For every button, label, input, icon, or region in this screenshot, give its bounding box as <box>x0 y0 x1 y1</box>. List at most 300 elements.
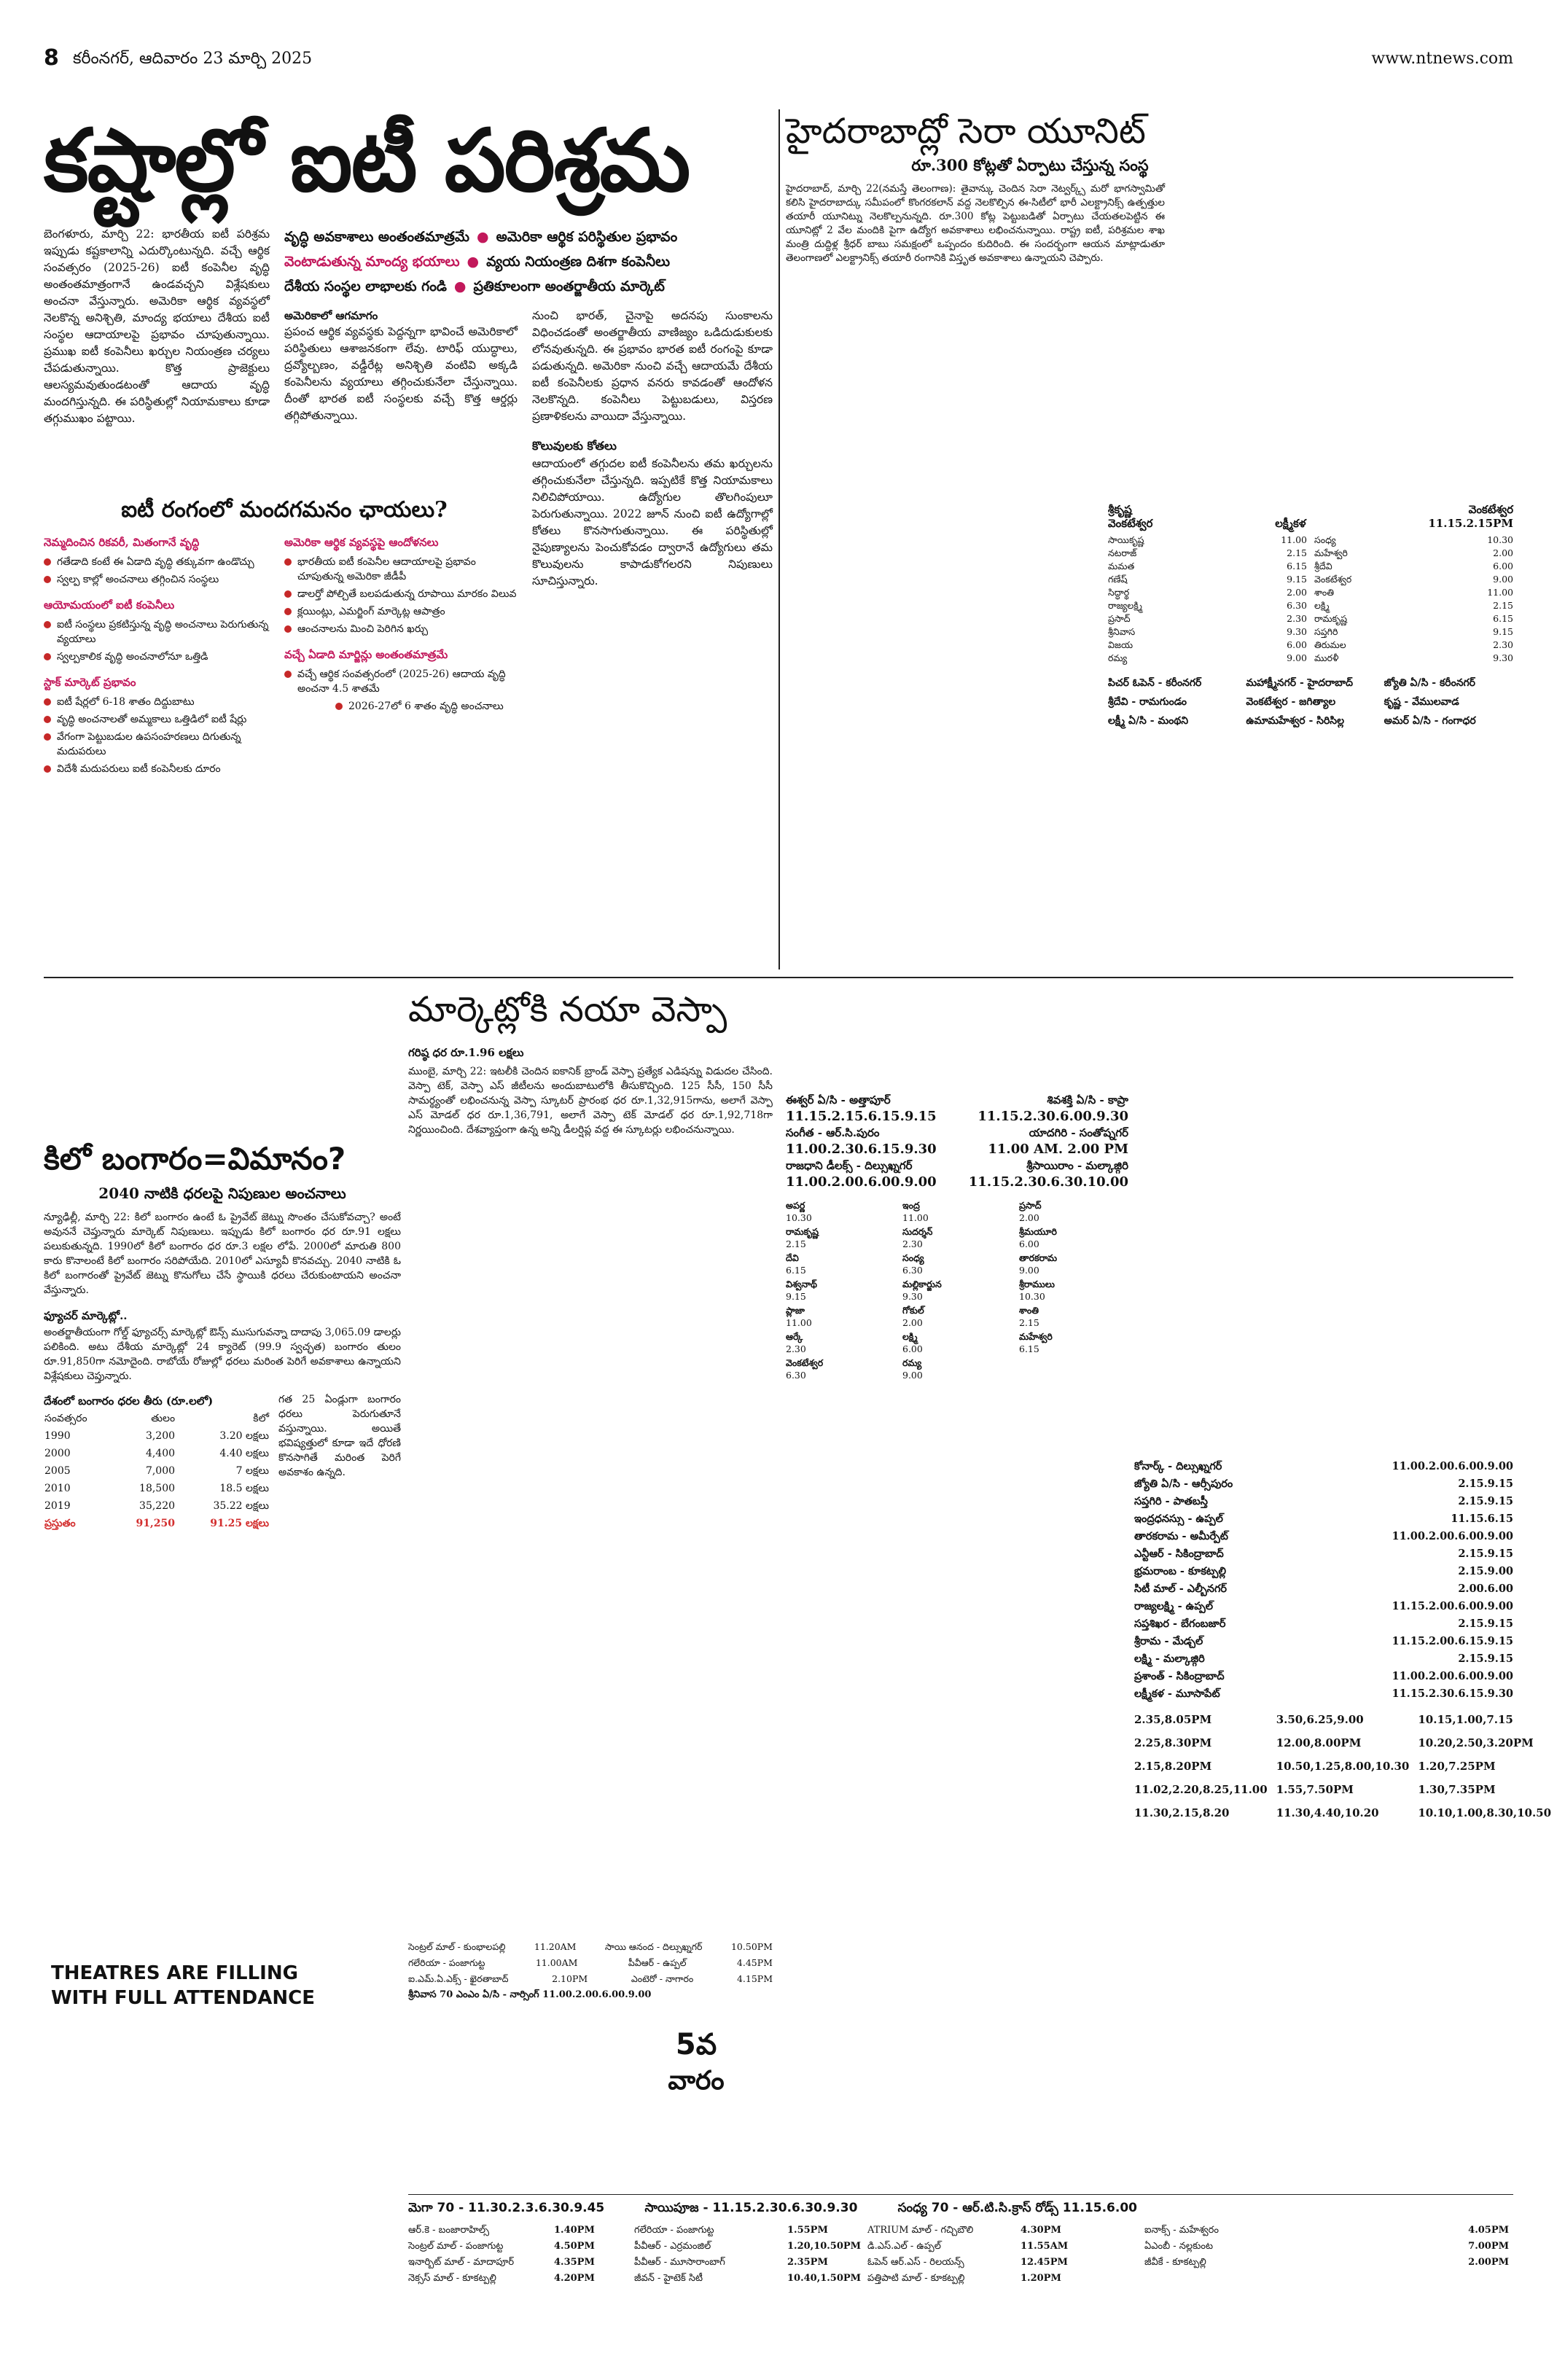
table-cell: 1990 <box>44 1430 71 1442</box>
show-time: 10.50PM <box>730 1941 773 1952</box>
bullet-icon <box>335 703 343 710</box>
table-cell: 4,400 <box>145 1448 176 1459</box>
pm-time: 3.50,6.25,9.00 <box>1276 1713 1364 1726</box>
show-time: 6.15 <box>1019 1343 1039 1354</box>
tag-1a: వృద్ధి అవకాశాలు అంతంతమాత్రమే <box>284 229 469 245</box>
infobox-item: స్వల్ప కాల్లో అంచనాలు తగ్గించిన సంస్థలు <box>57 574 219 585</box>
listing-entry <box>786 1304 895 1329</box>
theatre: రమ్య <box>1108 652 1128 663</box>
pm-time: 1.20,7.25PM <box>1418 1760 1496 1773</box>
theatres-ad <box>51 1961 401 2026</box>
show-time: 2.35PM <box>787 2257 828 2268</box>
feature-theatre: లక్ష్మీ ఏ/సి - మంథని <box>1108 715 1189 727</box>
theatre: లక్ష్మీకళ - మూసాపేట్ <box>1134 1688 1220 1700</box>
infobox-item: భారతీయ ఐటీ కంపెనీల ఆదాయాలపై ప్రభావం చూపుతున్న అమెరికా జీడీపీ <box>297 556 476 582</box>
theatre: డి.ఎస్.ఎల్ - ఉప్పల్ <box>867 2241 941 2252</box>
infobox-item: ఆంచనాలను మించి పెరిగిన ఖర్చు <box>297 623 429 635</box>
bullet-icon <box>284 558 292 566</box>
listing-entry <box>1019 1304 1128 1329</box>
page-number: 8 <box>44 45 59 71</box>
cinema-s70: శ్రీనివాస 70 ఎంఎం ఏ/సి - నార్సింగ్ 11.00.2.00.6.00.9.00 <box>408 1989 652 2000</box>
table-cell: 4.40 లక్షలు <box>219 1448 269 1459</box>
listing-entry <box>786 1357 895 1381</box>
table-row <box>44 1497 270 1515</box>
infobox-item: విదేశీ మదుపరులు ఐటీ కంపెనీలకు దూరం <box>57 763 221 775</box>
show-time: 1.20,10.50PM <box>787 2241 862 2252</box>
theatre: ATRIUM మాల్ - గచ్చిబౌలి <box>867 2225 974 2236</box>
feature-theatre: ఉమామహేశ్వర - సిరిసిల్ల <box>1246 715 1345 727</box>
show-time: 12.45PM <box>1021 2257 1068 2268</box>
hyd-text: హైదరాబాద్, మార్చి 22(నమస్తే తెలంగాణ): తైవాన్కు చెందిన సెరా నెట్వర్క్స్ మరో భాగస్వామితో కలిసి హైదరాబాద్కు సమీపంలో కొంగరకలాన్ వద్ద నెలకొల్పిన ఈ-సిటీలో భారీ ఎలక్ట్రానిక్స్ ఉత్పత్తుల తయారీ యూనిట్ను నెలకొల్పనున్నది. రూ.300 కోట్ల పెట్టుబడితో ఏర్పాటు చేయతలపెట్టిన ఈ యూనిట్లో 2 వేల మందికి పైగా ఉద్యోగ అవకాశాలు లభించనున్నాయి. రాష్ట్ర ఐటీ, పరిశ్రమల శాఖ మంత్రి దుద్దిళ్ల శ్రీధర్ బాబు సమక్షంలో ఒప్పందం కుదిరింది. ఈ సందర్భంగా ఆయన మాట్లాడుతూ తెలంగాణలో ఎలక్ట్రానిక్స్ తయారీ రంగానికి విస్తృత అవకాశాలు ఉన్నాయని చెప్పారు. <box>786 183 1165 264</box>
show-time: 1.55PM <box>787 2225 828 2236</box>
week-word: వారం <box>668 2066 725 2096</box>
listing-entry <box>786 1199 895 1224</box>
show-time: 2.00 <box>1019 1212 1039 1223</box>
bullet-icon <box>284 590 292 598</box>
vespa-story <box>408 984 773 1210</box>
listing-head: శ్రీసాయిరాం - మల్కాజ్గిరి <box>1026 1159 1128 1172</box>
it-story <box>44 109 773 969</box>
bottom-head: సంధ్య 70 - ఆర్.టి.సి.క్రాస్ రోడ్స్ 11.15.6.00 <box>897 2201 1137 2215</box>
show-time: 1.40PM <box>554 2225 595 2236</box>
theatre: జ్యోతి ఏ/సి - ఆర్సీపురం <box>1134 1478 1233 1490</box>
pm-time: 1.30,7.35PM <box>1418 1783 1496 1796</box>
infobox-title: ఐటీ రంగంలో మందగమనం ఛాయలు? <box>44 492 525 528</box>
show-time: 2.15.9.15 <box>1458 1653 1513 1665</box>
gold-text: న్యూఢిల్లీ, మార్చి 22: కిలో బంగారం ఉంటే ఓ ప్రైవేట్ జెట్ను సొంతం చేసుకోవచ్చా? అంటే అవుననే చెప్తున్నారు మార్కెట్ నిపుణులు. ఇప్పుడు కిలో బంగారం ధర రూ.91 లక్షలు పలుకుతున్నది. 1990లో కిలో బంగారం ధర రూ.3 లక్షల లోపే. 2000లో మారుతి 800 కారు కొనాలంటే కిలో బంగారం సరిపోయేది. 2010లో ఎస్యూవీ కొనవచ్చు. 2040 నాటికి ఓ కిలో బంగారంతో ప్రైవేట్ జెట్ను కొనుగోలు చేసే స్థాయికి ధరలు చేరుకుంటాయని అంచనా వేస్తున్నారు. <box>44 1212 401 1296</box>
theatre: మహేశ్వరి <box>1314 547 1348 558</box>
theatre: విజయ <box>1108 639 1133 650</box>
theatre: రామకృష్ణ <box>786 1226 819 1237</box>
show-time: 9.30 <box>1493 652 1513 663</box>
infobox-right-head: అమెరికా ఆర్థిక వ్యవస్థపై ఆందోళనలు <box>284 536 439 549</box>
listing-entry <box>1019 1278 1128 1303</box>
show-time: 6.00 <box>1287 639 1307 650</box>
show-time: 10.30 <box>1019 1291 1045 1302</box>
show-time: 2.30 <box>1493 639 1513 650</box>
theatre: రామకృష్ణ <box>1314 613 1347 624</box>
show-time: 2.00 <box>1493 547 1513 558</box>
listing-entry <box>786 1225 895 1250</box>
listing-head: వెంకటేశ్వర <box>1108 517 1153 530</box>
bullet-icon <box>284 625 292 633</box>
listing-time: 11.15.2.30.6.00.9.30 <box>977 1109 1128 1124</box>
bullet-icon <box>44 653 51 660</box>
listing-head: రాజధాని డీలక్స్ - దిల్సుఖ్నగర్ <box>786 1159 913 1172</box>
bullet-icon <box>44 716 51 723</box>
vespa-headline: మార్కెట్లోకి నయా వెస్పా <box>408 989 727 1030</box>
it-tag-strip: వృద్ధి అవకాశాలు అంతంతమాత్రమే ● అమెరికా ఆర్థిక పరిస్థితుల ప్రభావం వెంటాడుతున్న మాంద్య భయాలు ● వ్యయ నియంత్రణ దిశగా కంపెనీలు దేశీయ సంస్థల లాభాలకు గండి ● ప్రతికూలంగా అంతర్జాతీయ మార్కెట్ <box>284 225 773 299</box>
bullet-icon <box>44 558 51 566</box>
listing-head: ఈశ్వర్ ఏ/సి - అత్తాపూర్ <box>786 1093 891 1107</box>
show-time: 2.15.9.15 <box>1458 1495 1513 1507</box>
it-headline: కష్టాల్లో ఐటీ పరిశ్రమ <box>44 110 690 211</box>
table-row <box>44 1462 270 1480</box>
theatre: సప్తగిరి <box>1314 626 1338 637</box>
theatre: రమ్య <box>902 1357 922 1368</box>
bullet-icon <box>284 671 292 678</box>
table-cell: 18,500 <box>139 1483 176 1494</box>
listing-entry <box>902 1304 1012 1329</box>
table-header: సంవత్సరం <box>44 1413 87 1424</box>
bullet-icon <box>44 621 51 628</box>
show-time: 9.00 <box>1287 652 1307 663</box>
theatre: ఇంద్రధనస్సు - ఉప్పల్ <box>1134 1513 1223 1525</box>
theatre: గలేరియా - పంజాగుట్ట <box>634 2225 714 2236</box>
it-col3-sub: కొలువులకు కోతలు <box>532 439 617 453</box>
table-cell: 35,220 <box>139 1500 176 1512</box>
show-time: 4.05PM <box>1468 2225 1509 2236</box>
hyd-story <box>786 108 1515 502</box>
bullet-icon <box>284 608 292 615</box>
infobox-item: క్లయింట్లు, ఎమర్జింగ్ మార్కెట్ల ఆపాత్రం <box>297 606 445 617</box>
bottom-row <box>408 2255 1137 2271</box>
table-cell: 2000 <box>44 1448 71 1459</box>
pm-time: 11.30,2.15,8.20 <box>1134 1806 1230 1819</box>
listing-head: సంగీత - ఆర్.సి.పురం <box>786 1126 880 1139</box>
show-time: 6.30 <box>1287 600 1307 611</box>
theatre: సెంట్రల్ మాల్ - పంజాగుట్ట <box>408 2241 504 2252</box>
hyd-headline: హైదరాబాద్లో సెరా యూనిట్ <box>786 111 1146 152</box>
theatre: సప్తగిరి - పాతబస్తీ <box>1134 1495 1208 1507</box>
show-time: 10.40,1.50PM <box>787 2273 862 2284</box>
theatre: ఆర్కే <box>786 1331 803 1342</box>
week-badge <box>641 2026 751 2107</box>
theatre: ఎన్టీఆర్ - సికింద్రాబాద్ <box>1134 1548 1224 1560</box>
theatre: సంధ్య <box>902 1252 924 1263</box>
theatre: సుదర్శన్ <box>902 1226 933 1237</box>
listing-head: శివశక్తి ఏ/సి - కాప్రా <box>1047 1093 1128 1107</box>
feature-theatre: వెంకటేశ్వర - జగిత్యాల <box>1246 696 1336 708</box>
gold-subhead: 2040 నాటికి ధరలపై నిపుణుల అంచనాలు <box>98 1185 346 1202</box>
mid-listing-grid <box>786 1199 1128 1381</box>
show-time: 11.00 <box>1281 534 1307 545</box>
gold-text2: అంతర్జాతీయంగా గోల్డ్ ఫ్యూచర్స్ మార్కెట్లో ఔన్స్ ముసుగువన్నా దాదాపు 3,065.09 డాలర్లు పలికింది. అటు దేశీయ మార్కెట్లో 24 క్యారెట్ (99.9 స్వచ్ఛత) బంగారం తులం రూ.91,850గా నమోదైంది. రాబోయే రోజుల్లో ధరలు మరింత పెరిగే అవకాశాలు ఉన్నాయని విశ్లేషకులు చెప్తున్నారు. <box>44 1327 401 1382</box>
theatre: గణేష్ <box>1108 574 1128 585</box>
table-cell: 18.5 లక్షలు <box>219 1483 269 1494</box>
theatre: సంధ్య <box>1314 534 1336 545</box>
it-col1 <box>44 226 270 427</box>
show-time: 9.15 <box>1287 574 1307 585</box>
theatre: గోకుల్ <box>902 1305 924 1316</box>
bottom-listing-grid <box>408 2223 1137 2287</box>
pm-time: 10.50,1.25,8.00,10.30 <box>1276 1760 1410 1773</box>
theatre: వెంకటేశ్వర <box>1314 574 1352 585</box>
show-time: 11.15.2.00.6.15.9.15 <box>1392 1635 1513 1647</box>
theatre: నటరాజ్ <box>1108 547 1137 558</box>
table-row <box>44 1480 270 1497</box>
infobox-note2: 2026-27లో 6 శాతం వృద్ధి అంచనాలు <box>348 701 504 712</box>
table-cell: 7,000 <box>145 1465 176 1477</box>
table-cell: 2005 <box>44 1465 71 1477</box>
theatre: శ్రీదేవి <box>1314 561 1332 571</box>
infobox-left-head3: స్టాక్ మార్కెట్ ప్రభావం <box>44 676 136 689</box>
pm-times-grid <box>1134 1712 1552 1821</box>
theatre: ప్రసాద్ <box>1019 1200 1042 1211</box>
pm-time: 10.15,1.00,7.15 <box>1418 1713 1513 1726</box>
theatre: తారకరామ <box>1019 1252 1058 1263</box>
show-time: 11.00.2.00.6.00.9.00 <box>1392 1530 1513 1542</box>
pm-time: 10.10,1.00,8.30,10.50 <box>1418 1806 1552 1819</box>
it-col1-text: బెంగళూరు, మార్చి 22: భారతీయ ఐటీ పరిశ్రమ ఇప్పుడు కష్టకాలాన్ని ఎదుర్కొంటున్నది. వచ్చే ఆర్థిక సంవత్సరం (2025-26) ఐటీ కంపెనీల వృద్ధి అంతంతమాత్రంగానే ఉండవచ్చని విశ్లేషకులు అంచనా వేస్తున్నారు. అమెరికా ఆర్థిక వ్యవస్థలో నెలకొన్న అనిశ్చితి, మాంద్య భయాలు దేశీయ ఐటీ సంస్థల ఆదాయాలపై ప్రభావం చూపుతున్నాయి. ప్రముఖ ఐటీ కంపెనీలు ఖర్చుల నియంత్రణ చర్యలు చేపడుతున్నాయి. కొత్త ప్రాజెక్టులు ఆలస్యమవుతుండటంతో ఆదాయ వృద్ధి మందగిస్తున్నది. ఈ పరిస్థితుల్లో నియామకాలు కూడా తగ్గుముఖం పట్టాయి. <box>44 227 270 425</box>
listing-entry <box>786 1330 895 1355</box>
show-time: 9.30 <box>1287 626 1307 637</box>
show-time: 2.30 <box>1287 613 1307 624</box>
infobox-item: వేగంగా పెట్టుబడుల ఉపసంహరణలు దిగుతున్న మదుపరులు <box>57 731 241 757</box>
theatre: మహేశ్వరి <box>1019 1331 1053 1342</box>
show-time: 2.00PM <box>1468 2257 1509 2268</box>
tag-3b: ప్రతికూలంగా అంతర్జాతీయ మార్కెట్ <box>473 278 665 294</box>
show-time: 6.30 <box>902 1265 923 1276</box>
listing-entry <box>902 1225 1012 1250</box>
show-time: 11.20AM <box>534 1941 577 1952</box>
table-cell: 2010 <box>44 1483 71 1494</box>
show-time: 2.15.9.00 <box>1458 1565 1513 1577</box>
infobox-item: ఐటీ సంస్థలు ప్రకటిస్తున్న వృద్ధి అంచనాలు పెరుగుతున్న వ్యయాలు <box>57 619 269 645</box>
pm-time: 2.25,8.30PM <box>1134 1736 1212 1749</box>
table-cell: 7 లక్షలు <box>235 1465 269 1477</box>
theatre: పీవీఆర్ - ఉప్పల్ <box>628 1957 687 1968</box>
pm-time: 12.00,8.00PM <box>1276 1736 1362 1749</box>
table-cell: ప్రస్తుతం <box>44 1518 76 1529</box>
gold-headline: కిలో బంగారం=విమానం? <box>44 1141 346 1177</box>
theatre: ఇనార్బిట్ మాల్ - మాదాపూర్ <box>408 2257 515 2268</box>
theatre: వెంకటేశ్వర <box>786 1357 824 1368</box>
theatre: దేవి <box>786 1252 799 1263</box>
infobox-left-head: నెమ్మదించిన రికవరీ, మితంగానే వృద్ధి <box>44 536 200 549</box>
listing-entry <box>1019 1199 1128 1224</box>
bullet-icon <box>44 576 51 583</box>
table-cell: 3.20 లక్షలు <box>219 1430 269 1442</box>
theatres-line2: WITH FULL ATTENDANCE <box>51 1987 315 2009</box>
infobox-item: ఐటీ షేర్లలో 6-18 శాతం దిద్దుబాటు <box>57 696 195 708</box>
show-time: 11.00.2.00.6.00.9.00 <box>1392 1460 1513 1472</box>
listing-time: 11.15.2.15.6.15.9.15 <box>786 1109 937 1124</box>
listing-head: యాదగిరి - సంతోష్నగర్ <box>1029 1126 1128 1139</box>
theatre: గలేరియా - పంజాగుట్ట <box>408 1957 485 1968</box>
theatre: జీవన్ - హైటెక్ సిటీ <box>634 2273 703 2284</box>
listing-entry <box>902 1278 1012 1303</box>
theatre: మురళీ <box>1314 652 1339 663</box>
show-time: 6.30 <box>786 1370 806 1381</box>
show-times: 11.15.2.15PM <box>1428 517 1513 530</box>
dateline: కరీంనగర్, ఆదివారం 23 మార్చి 2025 <box>73 50 313 68</box>
pm-time: 2.15,8.20PM <box>1134 1760 1212 1773</box>
bullet-icon <box>44 765 51 773</box>
pm-time: 11.30,4.40,10.20 <box>1276 1806 1379 1819</box>
gold-price-table <box>44 1410 270 1532</box>
it-col3-text2: ఆదాయంలో తగ్గుదల ఐటీ కంపెనీలను తమ ఖర్చులను తగ్గించుకునేలా చేస్తున్నది. ఇప్పటికే కొత్త నియామకాలు నిలిచిపోయాయి. ఉద్యోగుల తొలగింపులూ పెరుగుతున్నాయి. 2022 జూన్ నుంచి ఐటీ ఉద్యోగాల్లో కోతలు కొనసాగుతున్నాయి. ఈ పరిస్థితుల్లో నైపుణ్యాలను పెంచుకోవడం ద్వారానే ఉద్యోగులు తమ కొలువులను కాపాడుకోగలరని నిపుణులు సూచిస్తున్నారు. <box>532 457 773 588</box>
gold-story <box>44 1093 401 1939</box>
it-col3-text: నుంచి భారత్, చైనాపై అదనపు సుంకాలను విధించడంతో అంతర్జాతీయ వాణిజ్యం ఒడిదుడుకులకు లోనవుతున్నది. ఈ ప్రభావం భారత ఐటీ రంగంపై కూడా పడుతున్నది. అమెరికా నుంచి వచ్చే ఆదాయమే దేశీయ ఐటీ కంపెనీలకు ప్రధాన వనరు కావడంతో ఆందోళన నెలకొన్నది. కంపెనీలు పెట్టుబడులు, విస్తరణ ప్రణాళికలను వాయిదా వేస్తున్నాయి. <box>532 309 773 423</box>
hyd-subhead: రూ.300 కోట్లతో ఏర్పాటు చేస్తున్న సంస్థ <box>911 156 1149 174</box>
feature-theatre: కృష్ణ - వేములవాడ <box>1384 696 1459 708</box>
it-col2 <box>284 308 518 424</box>
show-time: 1.20PM <box>1021 2273 1061 2284</box>
show-time: 2.00.6.00 <box>1458 1583 1513 1595</box>
theatre: సాయికృష్ణ <box>1108 534 1144 545</box>
show-time: 2.15 <box>1493 600 1513 611</box>
show-time: 2.15 <box>1287 547 1307 558</box>
pm-time: 2.35,8.05PM <box>1134 1713 1212 1726</box>
infobox-item: డాలర్తో పోల్చితే బలపడుతున్న రూపాయి మారకం విలువ <box>297 588 517 600</box>
week-number: 5వ <box>675 2028 717 2061</box>
show-time: 2.15.9.15 <box>1458 1548 1513 1560</box>
show-time: 4.35PM <box>554 2257 595 2268</box>
infobox-item: గతేడాది కంటే ఈ ఏడాది వృద్ధి తక్కువగా ఉండొచ్చు <box>57 556 254 568</box>
listing-entry <box>902 1199 1012 1224</box>
theatre: సాయి ఆనంద - దిల్సుఖ్నగర్ <box>605 1941 703 1952</box>
theatre: ప్రశాంత్ - సికింద్రాబాద్ <box>1134 1670 1225 1682</box>
show-time: 6.00 <box>902 1343 923 1354</box>
theatre: ఐ.ఎమ్.ఏ.ఎక్స్ - ఖైరతాబాద్ <box>408 1973 509 1984</box>
listing-entry <box>1019 1330 1128 1355</box>
theatre: అపర్ణ <box>786 1200 805 1211</box>
feature-theatre: అమర్ ఏ/సి - గంగాధర <box>1384 715 1476 727</box>
cinema-bottom-left <box>408 2198 1509 2344</box>
table-row <box>44 1445 270 1462</box>
show-time: 9.00 <box>1493 574 1513 585</box>
show-time: 11.15.2.00.6.00.9.00 <box>1392 1600 1513 1612</box>
listing-time: 11.15.2.30.6.30.10.00 <box>968 1174 1128 1190</box>
infobox-right-head2: వచ్చే ఏడాది మార్జిన్లు అంతంతమాత్రమే <box>284 648 448 661</box>
show-time: 4.45PM <box>736 1957 773 1968</box>
bottom-row <box>408 2239 1137 2255</box>
masthead <box>44 45 1513 74</box>
listing-entry <box>786 1252 895 1276</box>
listing-head: శ్రీకృష్ణ <box>1108 503 1132 516</box>
show-time: 9.00 <box>902 1370 923 1381</box>
listing-head: లక్ష్మీకళ <box>1275 517 1306 530</box>
show-time: 2.15 <box>786 1238 806 1249</box>
listing-entry <box>786 1278 895 1303</box>
cinema-top-right <box>1108 503 1513 969</box>
pm-time: 11.02,2.20,8.25,11.00 <box>1134 1783 1268 1796</box>
show-time: 6.15 <box>1287 561 1307 571</box>
gold-table-title: దేశంలో బంగారం ధరల తీరు (రూ.లలో) <box>44 1394 214 1408</box>
theatre: మల్లికార్జున <box>902 1279 942 1290</box>
bottom-row <box>408 2271 1137 2287</box>
listing-time: 11.00.2.30.6.15.9.30 <box>786 1142 937 1157</box>
gold-sub2: ఫ్యూచర్ మార్కెట్లో.. <box>44 1309 128 1322</box>
theatre: లక్ష్మి - మల్కాజ్గిరి <box>1134 1653 1205 1665</box>
theatre: పీవీఆర్ - మూసారాంబాగ్ <box>634 2257 725 2268</box>
theatre: శాంతి <box>1019 1305 1039 1316</box>
show-time: 2.15 <box>1019 1317 1039 1328</box>
vespa-text: ముంబై, మార్చి 22: ఇటలీకి చెందిన ఐకానిక్ బ్రాండ్ వెస్పా ప్రత్యేక ఎడిషన్ను విడుదల చేసింది. వెస్పా టెక్, వెస్పా ఎస్ జీటీలను అందుబాటులోకి తీసుకొచ్చింది. 125 సీసీ, 150 సీసీ సామర్థ్యంతో లభించనున్న వెస్పా స్కూటర్ ప్రారంభ ధర రూ.1,32,915గాను, అలాగే వెస్పా ఎస్ మోడల్ ధర రూ.1,36,791, అలాగే వెస్పా టెక్ మోడల్ ధర రూ.1,92,718గా నిర్ణయించింది. దేశవ్యాప్తంగా ఉన్న అన్ని డీలర్షిప్ల వద్ద ఈ స్కూటర్లు లభించనున్నాయి. <box>408 1066 773 1136</box>
show-time: 9.00 <box>1019 1265 1039 1276</box>
theatre: ఎంటెరో - నాగారం <box>631 1973 694 1984</box>
cinema-right <box>1134 1458 1552 2187</box>
show-time: 4.15PM <box>736 1973 773 1984</box>
tag-3a: దేశీయ సంస్థల లాభాలకు గండి <box>284 278 447 294</box>
theatre: శ్రీరామ - మేడ్చల్ <box>1134 1635 1203 1647</box>
cinema-mid <box>786 1093 1128 2187</box>
theatre: భ్రమరాంబ - కూకట్పల్లి <box>1134 1565 1226 1577</box>
theatre: శ్రీరాములు <box>1019 1279 1055 1290</box>
bottom-row <box>1144 2255 1509 2271</box>
show-time: 4.50PM <box>554 2241 595 2252</box>
it-col2-text: ప్రపంచ ఆర్థిక వ్యవస్థకు పెద్దన్నగా భావించే అమెరికాలో పరిస్థితులు ఆశాజనకంగా లేవు. టారిఫ్ యుద్ధాలు, ద్రవ్యోల్బణం, వడ్డీరేట్ల అనిశ్చితి వంటివి అక్కడి కంపెనీలను వ్యయాలు తగ్గించుకునేలా చేస్తున్నాయి. దీంతో భారత ఐటీ సంస్థలకు వచ్చే కొత్త ఆర్డర్లు తగ్గిపోతున్నాయి. <box>284 325 518 422</box>
show-time: 2.15.9.15 <box>1458 1618 1513 1630</box>
vespa-subhead: గరిష్ఠ ధర రూ.1.96 లక్షలు <box>408 1046 524 1059</box>
pm-time: 10.20,2.50,3.20PM <box>1418 1736 1534 1749</box>
theatre: ఆర్.కె - బంజారాహిల్స్ <box>408 2225 490 2236</box>
it-infobox <box>44 492 525 959</box>
bottom-right-col <box>1144 2223 1509 2271</box>
show-time: 2.00 <box>1287 587 1307 598</box>
table-cell: 35.22 లక్షలు <box>213 1500 269 1512</box>
theatre: సిద్ధార్థ <box>1108 587 1130 598</box>
feature-theatre: జ్యోతి ఏ/సి - కరీంనగర్ <box>1384 677 1475 689</box>
show-time: 10.30 <box>1487 534 1513 545</box>
theatre: ప్లాజా <box>786 1305 805 1316</box>
listing-entry <box>902 1330 1012 1355</box>
bottom-row <box>1144 2223 1509 2239</box>
show-time: 6.15 <box>1493 613 1513 624</box>
show-time: 2.30 <box>902 1238 923 1249</box>
listing-entry <box>902 1252 1012 1276</box>
show-time: 6.00 <box>1019 1238 1039 1249</box>
theatre: జీవీకే - కూకట్పల్లి <box>1144 2257 1206 2268</box>
show-time: 11.00 <box>902 1212 929 1223</box>
feature-theatre: శ్రీదేవి - రామగుండం <box>1108 696 1187 708</box>
table-header: తులం <box>151 1413 176 1424</box>
theatre: ఇంద్ర <box>902 1200 920 1211</box>
theatre: లక్ష్మి <box>902 1331 918 1342</box>
bottom-head: మెగా 70 - 11.30.2.3.6.30.9.45 <box>408 2201 605 2215</box>
show-time: 11.00 <box>786 1317 812 1328</box>
table-cell: 2019 <box>44 1500 71 1512</box>
listing-time: 11.00 AM. 2.00 PM <box>988 1142 1128 1157</box>
table-cell: 91,250 <box>136 1518 176 1529</box>
show-time: 9.30 <box>902 1291 923 1302</box>
show-time: 11.00.2.00.6.00.9.00 <box>1392 1670 1513 1682</box>
bottom-row <box>1144 2239 1509 2255</box>
theatre: రాజ్యలక్ష్మి - ఉప్పల్ <box>1134 1600 1214 1612</box>
table-row <box>44 1427 270 1445</box>
theatre: నెక్సస్ మాల్ - కూకట్పల్లి <box>408 2273 496 2284</box>
feature-theatre: మహాక్ష్మీనగర్ - హైదరాబాద్ <box>1246 677 1353 689</box>
table-cell: 91.25 లక్షలు <box>210 1518 269 1529</box>
show-time: 6.15 <box>786 1265 806 1276</box>
listing-head: వెంకటేశ్వర <box>1468 503 1513 516</box>
site-url[interactable]: www.ntnews.com <box>1371 50 1513 68</box>
infobox-item: వృద్ధి అంచనాలతో అమ్మకాలు ఒత్తిడిలో ఐటీ షేర్లు <box>57 714 247 725</box>
theatre: ఏఎంబీ - నల్లకుంట <box>1144 2241 1214 2252</box>
show-time: 2.15.9.15 <box>1458 1478 1513 1490</box>
theatre: కోనార్క్ - దిల్సుఖ్నగర్ <box>1134 1460 1222 1472</box>
theatre: పత్తిపాటి మాల్ - కూకట్పల్లి <box>867 2273 965 2284</box>
infobox-left-head2: ఆయోమయంలో ఐటీ కంపెనీలు <box>44 598 175 612</box>
show-time: 4.30PM <box>1021 2225 1061 2236</box>
show-time: 9.15 <box>1493 626 1513 637</box>
show-time: 11.00 <box>1487 587 1513 598</box>
theatre: మమత <box>1108 561 1135 571</box>
cinema-mid-left <box>408 1939 773 2026</box>
show-time: 11.15.2.30.6.15.9.30 <box>1392 1688 1513 1700</box>
tag-2b: వ్యయ నియంత్రణ దిశగా కంపెనీలు <box>486 254 671 270</box>
show-time: 11.55AM <box>1021 2241 1069 2252</box>
gold-side-text: గత 25 ఏండ్లుగా బంగారం ధరలు పెరుగుతూనే వస్తున్నాయి. అయితే భవిష్యత్తులో కూడా ఇదే ధోరణి కొనసాగితే మరింత పెరిగే అవకాశం ఉన్నది. <box>278 1394 401 1478</box>
bottom-row <box>408 2223 1137 2239</box>
theatre: సప్తశిఖర - బేగంబజార్ <box>1134 1618 1226 1630</box>
theatre: సెంట్రల్ మాల్ - కుంభాలపల్లి <box>408 1941 506 1952</box>
theatre: ప్రసాద్ <box>1108 613 1131 624</box>
show-time: 11.00AM <box>535 1957 578 1968</box>
it-col2-head: అమెరికాలో ఆగమాగం <box>284 309 378 322</box>
it-col3 <box>532 308 773 590</box>
